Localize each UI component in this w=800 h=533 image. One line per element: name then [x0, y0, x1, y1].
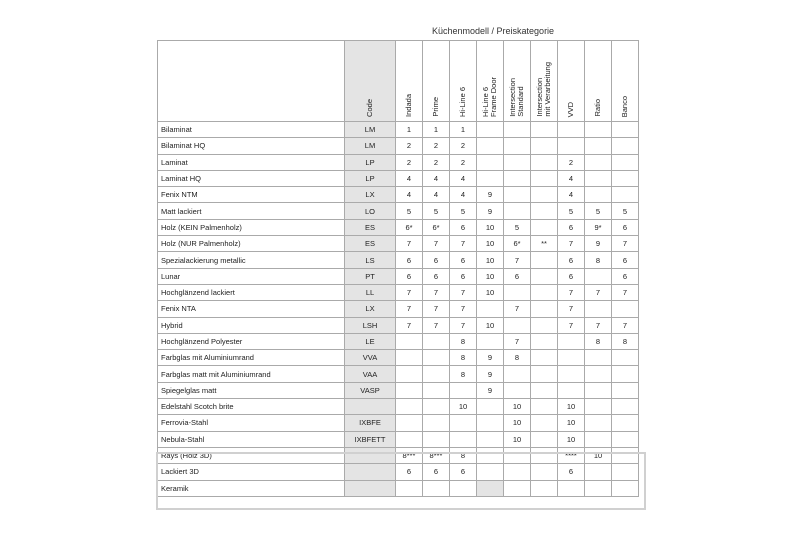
model-header-hiline6: Hi-Line 6: [450, 41, 477, 122]
price-category-cell: [423, 366, 450, 382]
material-name: Nebula-Stahl: [158, 431, 345, 447]
price-category-cell: [531, 399, 558, 415]
price-category-cell: 4: [558, 170, 585, 186]
price-category-cell: [396, 480, 423, 496]
material-name: Lackiert 3D: [158, 464, 345, 480]
price-category-cell: [558, 366, 585, 382]
price-category-cell: 9: [585, 236, 612, 252]
price-category-cell: [531, 268, 558, 284]
price-category-cell: 7: [423, 236, 450, 252]
material-name: Spezialackierung metallic: [158, 252, 345, 268]
material-code: LM: [345, 138, 396, 154]
price-category-cell: [585, 431, 612, 447]
price-category-cell: [558, 138, 585, 154]
price-category-cell: [531, 138, 558, 154]
price-category-cell: [477, 415, 504, 431]
price-category-cell: [396, 399, 423, 415]
price-category-cell: 2: [450, 154, 477, 170]
price-category-cell: 8: [450, 366, 477, 382]
material-name: Rays (Holz 3D): [158, 447, 345, 463]
price-category-cell: 6: [558, 252, 585, 268]
price-category-cell: 2: [423, 154, 450, 170]
table-row: [158, 350, 639, 366]
material-code: VAA: [345, 366, 396, 382]
price-category-cell: [396, 333, 423, 349]
price-category-cell: 10: [504, 399, 531, 415]
price-category-cell: [423, 480, 450, 496]
material-name: Farbglas matt mit Aluminiumrand: [158, 366, 345, 382]
material-code: [345, 480, 396, 496]
price-category-cell: [477, 170, 504, 186]
price-category-cell: [585, 301, 612, 317]
price-category-cell: [612, 154, 639, 170]
price-category-cell: [504, 447, 531, 463]
price-category-table: [157, 40, 639, 497]
price-category-cell: [612, 350, 639, 366]
material-code: ES: [345, 219, 396, 235]
price-category-cell: [585, 366, 612, 382]
price-category-cell: [585, 464, 612, 480]
material-code: LE: [345, 333, 396, 349]
price-category-cell: [531, 219, 558, 235]
table-row: [158, 431, 639, 447]
price-category-cell: [585, 187, 612, 203]
price-category-cell: 10: [450, 399, 477, 415]
price-category-cell: [504, 187, 531, 203]
price-category-cell: 7: [585, 317, 612, 333]
header-row: [158, 41, 639, 122]
material-code: PT: [345, 268, 396, 284]
price-category-cell: 7: [504, 333, 531, 349]
price-category-cell: [612, 399, 639, 415]
material-code: LS: [345, 252, 396, 268]
price-category-cell: 8: [504, 350, 531, 366]
price-category-cell: [531, 187, 558, 203]
price-category-cell: 10: [504, 415, 531, 431]
price-category-cell: [423, 350, 450, 366]
price-category-cell: 4: [423, 170, 450, 186]
price-category-cell: 8***: [423, 447, 450, 463]
price-category-cell: 6: [450, 464, 477, 480]
price-category-cell: 9: [477, 350, 504, 366]
price-category-cell: [531, 333, 558, 349]
price-category-cell: [558, 350, 585, 366]
price-category-cell: 9*: [585, 219, 612, 235]
price-category-cell: [423, 333, 450, 349]
price-category-cell: 7: [450, 317, 477, 333]
table-row: [158, 203, 639, 219]
price-category-cell: 2: [558, 154, 585, 170]
price-category-cell: 7: [450, 284, 477, 300]
price-category-cell: 7: [423, 284, 450, 300]
material-name: Fenix NTM: [158, 187, 345, 203]
price-category-cell: 7: [396, 301, 423, 317]
price-category-cell: 4: [396, 170, 423, 186]
material-code: LX: [345, 301, 396, 317]
model-header-prime: Prime: [423, 41, 450, 122]
price-category-cell: [558, 333, 585, 349]
price-category-cell: [504, 382, 531, 398]
price-category-cell: [612, 122, 639, 138]
table-row: [158, 187, 639, 203]
price-category-cell: 6*: [396, 219, 423, 235]
price-category-cell: 8: [450, 350, 477, 366]
price-category-cell: 10: [477, 268, 504, 284]
price-category-cell: [531, 366, 558, 382]
material-code: ES: [345, 236, 396, 252]
price-category-cell: 6*: [423, 219, 450, 235]
price-category-cell: 7: [558, 284, 585, 300]
price-category-cell: [504, 317, 531, 333]
material-name: Edelstahl Scotch brite: [158, 399, 345, 415]
price-category-cell: 6: [450, 252, 477, 268]
price-category-cell: 2: [396, 154, 423, 170]
material-name: Matt lackiert: [158, 203, 345, 219]
table-caption: Küchenmodell / Preiskategorie: [432, 26, 555, 36]
material-code: LM: [345, 122, 396, 138]
model-header-banco: Banco: [612, 41, 639, 122]
price-category-cell: [504, 170, 531, 186]
table-row: [158, 138, 639, 154]
material-name: Farbglas mit Aluminiumrand: [158, 350, 345, 366]
price-category-cell: 5: [450, 203, 477, 219]
material-name: Keramik: [158, 480, 345, 496]
price-category-cell: 4: [558, 187, 585, 203]
price-category-cell: 5: [558, 203, 585, 219]
material-name: Lunar: [158, 268, 345, 284]
table-row: [158, 122, 639, 138]
table-row: [158, 170, 639, 186]
table-row: [158, 252, 639, 268]
material-name: Holz (KEIN Palmenholz): [158, 219, 345, 235]
price-category-cell: 10: [558, 415, 585, 431]
material-name: Bilaminat: [158, 122, 345, 138]
material-code: VASP: [345, 382, 396, 398]
price-category-cell: [531, 122, 558, 138]
material-code: LL: [345, 284, 396, 300]
price-category-cell: 6: [423, 464, 450, 480]
price-category-cell: 6: [396, 464, 423, 480]
price-category-cell: [585, 350, 612, 366]
price-category-cell: [531, 464, 558, 480]
price-category-cell: 7: [423, 301, 450, 317]
material-name: Laminat HQ: [158, 170, 345, 186]
price-category-cell: [531, 382, 558, 398]
price-category-cell: 6: [423, 268, 450, 284]
material-name: Holz (NUR Palmenholz): [158, 236, 345, 252]
price-category-cell: [531, 317, 558, 333]
price-category-cell: 6: [612, 219, 639, 235]
price-category-cell: [477, 301, 504, 317]
price-category-cell: 7: [504, 301, 531, 317]
price-category-cell: [504, 154, 531, 170]
price-category-cell: [612, 382, 639, 398]
price-category-cell: 1: [396, 122, 423, 138]
table-row: [158, 219, 639, 235]
price-category-cell: [423, 415, 450, 431]
price-category-cell: 7: [396, 284, 423, 300]
price-category-cell: 4: [396, 187, 423, 203]
price-category-cell: 6: [612, 268, 639, 284]
price-category-cell: [504, 203, 531, 219]
price-category-cell: [423, 431, 450, 447]
price-category-cell: [612, 301, 639, 317]
material-code: LX: [345, 187, 396, 203]
price-category-cell: [477, 480, 504, 496]
price-category-cell: [504, 480, 531, 496]
price-category-cell: [585, 268, 612, 284]
table-row: [158, 366, 639, 382]
price-category-cell: [396, 431, 423, 447]
model-header-intersection-standard: Intersection Standard: [504, 41, 531, 122]
price-category-cell: 9: [477, 382, 504, 398]
price-category-cell: [612, 366, 639, 382]
material-name: Hybrid: [158, 317, 345, 333]
material-code: VVA: [345, 350, 396, 366]
price-category-cell: [531, 301, 558, 317]
price-category-cell: [450, 431, 477, 447]
table-row: [158, 333, 639, 349]
table-row: [158, 236, 639, 252]
table-row: [158, 447, 639, 463]
price-category-cell: [612, 431, 639, 447]
table-row: [158, 464, 639, 480]
price-category-cell: 10: [477, 219, 504, 235]
price-category-cell: [531, 480, 558, 496]
price-category-cell: 8: [585, 252, 612, 268]
model-header-ratio: Ratio: [585, 41, 612, 122]
price-category-cell: [585, 138, 612, 154]
price-category-cell: [612, 415, 639, 431]
price-category-cell: 7: [612, 236, 639, 252]
material-name: Bilaminat HQ: [158, 138, 345, 154]
table-row: [158, 317, 639, 333]
price-category-cell: [396, 350, 423, 366]
table-row: [158, 382, 639, 398]
price-category-cell: **: [531, 236, 558, 252]
material-code: LSH: [345, 317, 396, 333]
material-code: LO: [345, 203, 396, 219]
model-header-vvd: VVD: [558, 41, 585, 122]
price-category-cell: 6: [558, 219, 585, 235]
price-category-cell: 10: [477, 252, 504, 268]
material-code: IXBFE: [345, 415, 396, 431]
table-row: [158, 284, 639, 300]
price-category-cell: 6: [558, 268, 585, 284]
price-category-cell: 6: [450, 219, 477, 235]
price-category-cell: 8: [450, 333, 477, 349]
price-category-cell: [531, 154, 558, 170]
price-category-cell: [477, 399, 504, 415]
price-category-cell: 7: [396, 236, 423, 252]
price-category-cell: [558, 122, 585, 138]
price-category-cell: [558, 480, 585, 496]
material-code: [345, 399, 396, 415]
price-category-cell: 6: [612, 252, 639, 268]
price-category-cell: 9: [477, 203, 504, 219]
price-category-cell: 7: [558, 301, 585, 317]
code-header: Code: [345, 41, 396, 122]
price-category-cell: 7: [450, 301, 477, 317]
price-category-cell: 6: [396, 268, 423, 284]
price-category-cell: 9: [477, 366, 504, 382]
price-category-cell: [423, 399, 450, 415]
price-category-cell: [585, 154, 612, 170]
price-category-cell: [477, 122, 504, 138]
price-category-cell: 6: [558, 464, 585, 480]
table-row: [158, 301, 639, 317]
price-category-cell: [477, 333, 504, 349]
price-category-cell: 10: [504, 431, 531, 447]
price-category-cell: [477, 138, 504, 154]
price-category-cell: [585, 122, 612, 138]
price-category-cell: 10: [477, 317, 504, 333]
material-code: [345, 464, 396, 480]
price-category-cell: 4: [450, 170, 477, 186]
price-category-cell: 7: [585, 284, 612, 300]
material-header: [158, 41, 345, 122]
price-category-cell: 10: [477, 236, 504, 252]
table-row: [158, 415, 639, 431]
price-category-cell: 7: [450, 236, 477, 252]
price-category-cell: 6: [504, 268, 531, 284]
price-category-cell: [396, 366, 423, 382]
table-row: [158, 480, 639, 496]
price-category-cell: [585, 480, 612, 496]
price-category-cell: [612, 464, 639, 480]
price-category-cell: 5: [396, 203, 423, 219]
price-category-cell: [450, 382, 477, 398]
price-category-cell: [477, 431, 504, 447]
price-category-cell: 1: [450, 122, 477, 138]
price-category-cell: [531, 203, 558, 219]
price-category-cell: 5: [423, 203, 450, 219]
price-category-cell: 10: [558, 431, 585, 447]
price-category-cell: [450, 415, 477, 431]
price-category-cell: [504, 138, 531, 154]
price-category-cell: ****: [558, 447, 585, 463]
price-category-cell: 2: [396, 138, 423, 154]
price-category-cell: 4: [450, 187, 477, 203]
price-category-cell: 5: [585, 203, 612, 219]
price-category-cell: [531, 415, 558, 431]
price-category-cell: 7: [396, 317, 423, 333]
price-category-cell: [504, 284, 531, 300]
price-category-cell: 8***: [396, 447, 423, 463]
material-name: Ferrovia-Stahl: [158, 415, 345, 431]
material-code: [345, 447, 396, 463]
material-code: LP: [345, 170, 396, 186]
price-category-cell: 6: [423, 252, 450, 268]
material-code: IXBFETT: [345, 431, 396, 447]
price-category-cell: 7: [558, 236, 585, 252]
material-name: Hochglänzend lackiert: [158, 284, 345, 300]
price-category-cell: 8: [585, 333, 612, 349]
price-category-cell: 6: [396, 252, 423, 268]
price-category-cell: 9: [477, 187, 504, 203]
price-category-cell: [558, 382, 585, 398]
price-category-cell: [477, 154, 504, 170]
price-category-cell: 2: [450, 138, 477, 154]
price-category-cell: 10: [558, 399, 585, 415]
price-category-cell: 7: [558, 317, 585, 333]
price-category-cell: 7: [612, 284, 639, 300]
price-category-cell: [585, 415, 612, 431]
table-body: [158, 122, 639, 497]
price-category-cell: [612, 447, 639, 463]
model-header-hiline6-frame-door: Hi-Line 6 Frame Door: [477, 41, 504, 122]
material-name: Spiegelglas matt: [158, 382, 345, 398]
material-name: Fenix NTA: [158, 301, 345, 317]
price-category-cell: [531, 252, 558, 268]
material-name: Hochglänzend Polyester: [158, 333, 345, 349]
price-category-cell: [531, 431, 558, 447]
price-category-cell: [585, 382, 612, 398]
price-category-cell: 7: [612, 317, 639, 333]
price-category-cell: [531, 170, 558, 186]
price-category-cell: [396, 415, 423, 431]
price-category-cell: 7: [504, 252, 531, 268]
price-category-cell: 8: [450, 447, 477, 463]
price-category-cell: [504, 464, 531, 480]
model-header-intersection-verarbeitung: Intersection mit Verarbeitung: [531, 41, 558, 122]
price-category-cell: [531, 447, 558, 463]
price-category-cell: [612, 170, 639, 186]
price-category-cell: [612, 480, 639, 496]
price-category-cell: [585, 399, 612, 415]
table-row: [158, 268, 639, 284]
model-header-indada: Indada: [396, 41, 423, 122]
price-category-cell: 1: [423, 122, 450, 138]
price-category-cell: 5: [504, 219, 531, 235]
price-category-cell: [531, 284, 558, 300]
price-category-cell: [477, 447, 504, 463]
price-category-cell: 6*: [504, 236, 531, 252]
price-category-cell: [504, 366, 531, 382]
price-category-cell: 10: [585, 447, 612, 463]
price-category-cell: 6: [450, 268, 477, 284]
price-category-cell: [450, 480, 477, 496]
price-category-cell: 4: [423, 187, 450, 203]
material-name: Laminat: [158, 154, 345, 170]
table-row: [158, 399, 639, 415]
price-category-cell: [504, 122, 531, 138]
price-category-cell: 8: [612, 333, 639, 349]
price-category-cell: [612, 138, 639, 154]
price-category-cell: 5: [612, 203, 639, 219]
price-category-cell: [477, 464, 504, 480]
price-category-cell: 7: [423, 317, 450, 333]
price-category-cell: [396, 382, 423, 398]
price-category-cell: 10: [477, 284, 504, 300]
table-row: [158, 154, 639, 170]
price-category-cell: [585, 170, 612, 186]
material-code: LP: [345, 154, 396, 170]
price-category-cell: [612, 187, 639, 203]
price-category-cell: [531, 350, 558, 366]
price-category-cell: 2: [423, 138, 450, 154]
price-category-cell: [423, 382, 450, 398]
